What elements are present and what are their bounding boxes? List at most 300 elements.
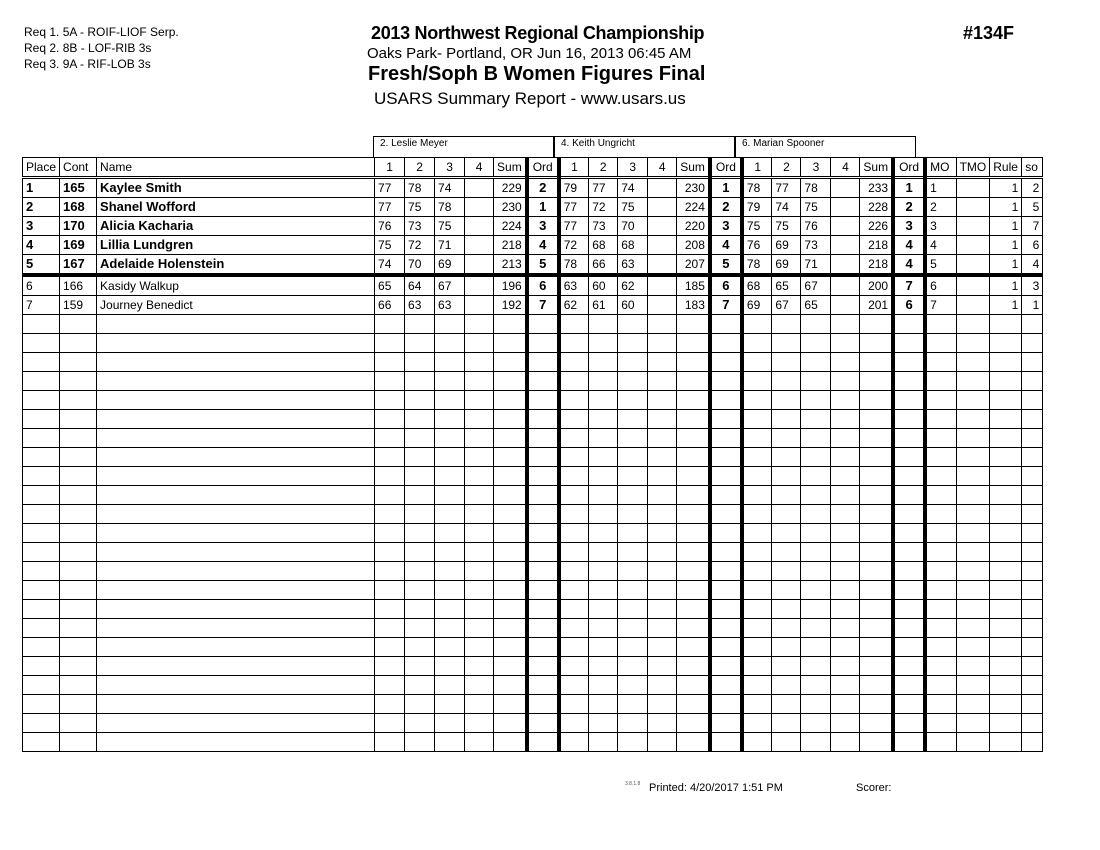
score-cell: 70 <box>618 217 648 236</box>
empty-cell <box>956 695 990 714</box>
empty-cell <box>405 733 435 752</box>
empty-cell <box>618 505 648 524</box>
empty-cell <box>589 562 618 581</box>
score-cell: 74 <box>435 178 465 198</box>
empty-cell <box>527 733 559 752</box>
ord-cell: 2 <box>893 198 925 217</box>
empty-cell <box>893 334 925 353</box>
col-j3-s3: 3 <box>801 158 831 178</box>
empty-cell <box>956 619 990 638</box>
score-cell: 71 <box>435 236 465 255</box>
empty-cell <box>494 676 527 695</box>
empty-cell <box>893 695 925 714</box>
score-cell: 73 <box>405 217 435 236</box>
ord-cell: 2 <box>527 178 559 198</box>
empty-cell <box>990 638 1022 657</box>
empty-cell <box>60 714 97 733</box>
score-cell: 60 <box>618 296 648 315</box>
empty-cell <box>956 524 990 543</box>
score-cell: 77 <box>559 217 589 236</box>
empty-cell <box>925 391 956 410</box>
score-cell <box>465 296 494 315</box>
empty-cell <box>677 657 710 676</box>
empty-cell <box>527 695 559 714</box>
empty-cell <box>648 486 677 505</box>
empty-row <box>23 505 1043 524</box>
empty-cell <box>893 619 925 638</box>
empty-cell <box>831 372 860 391</box>
empty-cell <box>465 581 494 600</box>
results-table <box>22 157 1043 752</box>
empty-cell <box>527 448 559 467</box>
empty-cell <box>589 372 618 391</box>
sum-cell: 220 <box>677 217 710 236</box>
empty-cell <box>589 657 618 676</box>
col-j2-ord: Ord <box>710 158 742 178</box>
empty-cell <box>956 372 990 391</box>
empty-cell <box>465 695 494 714</box>
empty-cell <box>990 334 1022 353</box>
empty-cell <box>375 448 405 467</box>
score-cell: 68 <box>589 236 618 255</box>
empty-cell <box>1022 410 1043 429</box>
sum-cell: 230 <box>494 198 527 217</box>
empty-cell <box>60 486 97 505</box>
empty-cell <box>375 315 405 334</box>
sum-cell: 228 <box>860 198 893 217</box>
empty-cell <box>677 714 710 733</box>
empty-cell <box>831 391 860 410</box>
empty-row <box>23 676 1043 695</box>
so-cell: 4 <box>1022 255 1043 276</box>
empty-cell <box>742 372 772 391</box>
empty-cell <box>772 410 801 429</box>
col-name: Name <box>97 158 375 178</box>
empty-cell <box>893 562 925 581</box>
ord-cell: 6 <box>527 275 559 296</box>
empty-cell <box>435 733 465 752</box>
score-cell: 78 <box>405 178 435 198</box>
empty-cell <box>23 486 60 505</box>
empty-cell <box>559 638 589 657</box>
empty-cell <box>405 372 435 391</box>
empty-cell <box>1022 695 1043 714</box>
empty-cell <box>677 619 710 638</box>
empty-cell <box>494 524 527 543</box>
empty-cell <box>375 410 405 429</box>
empty-cell <box>772 372 801 391</box>
empty-cell <box>772 619 801 638</box>
empty-cell <box>97 562 375 581</box>
cont-cell: 169 <box>60 236 97 255</box>
empty-cell <box>677 372 710 391</box>
place-cell: 5 <box>23 255 60 276</box>
empty-cell <box>589 467 618 486</box>
empty-cell <box>677 429 710 448</box>
empty-cell <box>405 562 435 581</box>
empty-cell <box>772 695 801 714</box>
empty-cell <box>618 714 648 733</box>
empty-cell <box>860 486 893 505</box>
empty-cell <box>618 467 648 486</box>
empty-cell <box>893 638 925 657</box>
empty-cell <box>860 391 893 410</box>
empty-cell <box>831 505 860 524</box>
empty-cell <box>893 505 925 524</box>
empty-cell <box>742 486 772 505</box>
score-cell <box>831 275 860 296</box>
sum-cell: 224 <box>677 198 710 217</box>
name-cell: Alicia Kacharia <box>97 217 375 236</box>
empty-cell <box>97 657 375 676</box>
empty-cell <box>405 334 435 353</box>
empty-cell <box>860 543 893 562</box>
score-cell: 62 <box>618 275 648 296</box>
empty-cell <box>559 733 589 752</box>
empty-row <box>23 372 1043 391</box>
sum-cell: 229 <box>494 178 527 198</box>
empty-cell <box>527 581 559 600</box>
empty-cell <box>860 581 893 600</box>
empty-cell <box>494 562 527 581</box>
empty-cell <box>589 448 618 467</box>
empty-cell <box>956 410 990 429</box>
empty-cell <box>648 657 677 676</box>
rule-cell: 1 <box>990 275 1022 296</box>
empty-cell <box>893 448 925 467</box>
empty-cell <box>956 334 990 353</box>
empty-cell <box>677 486 710 505</box>
name-cell: Kasidy Walkup <box>97 275 375 296</box>
cont-cell: 170 <box>60 217 97 236</box>
empty-cell <box>589 429 618 448</box>
empty-cell <box>677 524 710 543</box>
empty-cell <box>527 543 559 562</box>
empty-cell <box>589 486 618 505</box>
empty-row <box>23 581 1043 600</box>
empty-cell <box>589 638 618 657</box>
empty-cell <box>990 600 1022 619</box>
empty-cell <box>23 714 60 733</box>
empty-cell <box>860 676 893 695</box>
empty-cell <box>925 315 956 334</box>
empty-cell <box>772 486 801 505</box>
empty-cell <box>559 543 589 562</box>
empty-cell <box>618 372 648 391</box>
empty-cell <box>375 524 405 543</box>
empty-cell <box>375 467 405 486</box>
score-cell: 77 <box>589 178 618 198</box>
empty-cell <box>405 714 435 733</box>
score-cell: 77 <box>375 178 405 198</box>
empty-cell <box>60 733 97 752</box>
empty-cell <box>925 372 956 391</box>
empty-cell <box>860 467 893 486</box>
empty-cell <box>405 429 435 448</box>
empty-cell <box>559 486 589 505</box>
empty-cell <box>1022 429 1043 448</box>
empty-cell <box>801 524 831 543</box>
empty-cell <box>677 733 710 752</box>
event-number: #134F <box>963 23 1015 43</box>
score-cell: 62 <box>559 296 589 315</box>
empty-cell <box>559 315 589 334</box>
sum-cell: 201 <box>860 296 893 315</box>
printed-timestamp: Printed: 4/20/2017 1:51 PM <box>649 782 783 794</box>
col-j2-s1: 1 <box>559 158 589 178</box>
empty-cell <box>648 562 677 581</box>
empty-cell <box>801 315 831 334</box>
table-row <box>23 275 1043 296</box>
col-j1-s1: 1 <box>375 158 405 178</box>
empty-cell <box>435 600 465 619</box>
empty-cell <box>97 334 375 353</box>
empty-cell <box>465 600 494 619</box>
empty-cell <box>60 467 97 486</box>
empty-cell <box>990 733 1022 752</box>
empty-cell <box>677 581 710 600</box>
empty-cell <box>772 562 801 581</box>
empty-cell <box>710 505 742 524</box>
empty-cell <box>23 657 60 676</box>
empty-cell <box>375 733 405 752</box>
score-cell <box>648 217 677 236</box>
empty-cell <box>956 733 990 752</box>
empty-cell <box>710 657 742 676</box>
empty-cell <box>527 372 559 391</box>
empty-cell <box>742 315 772 334</box>
empty-cell <box>405 676 435 695</box>
empty-cell <box>589 353 618 372</box>
empty-cell <box>860 562 893 581</box>
empty-cell <box>860 714 893 733</box>
score-cell: 78 <box>742 178 772 198</box>
sum-cell: 224 <box>494 217 527 236</box>
empty-cell <box>956 467 990 486</box>
empty-cell <box>893 429 925 448</box>
empty-cell <box>801 410 831 429</box>
empty-row <box>23 524 1043 543</box>
empty-cell <box>618 619 648 638</box>
empty-cell <box>559 467 589 486</box>
place-cell: 6 <box>23 275 60 296</box>
empty-cell <box>710 695 742 714</box>
empty-cell <box>648 505 677 524</box>
score-cell: 78 <box>559 255 589 276</box>
empty-cell <box>465 676 494 695</box>
empty-cell <box>710 353 742 372</box>
empty-cell <box>925 505 956 524</box>
score-cell <box>648 275 677 296</box>
empty-cell <box>990 657 1022 676</box>
col-rule: Rule <box>990 158 1022 178</box>
empty-cell <box>925 467 956 486</box>
empty-cell <box>23 429 60 448</box>
col-j1-sum: Sum <box>494 158 527 178</box>
empty-cell <box>527 486 559 505</box>
score-cell: 76 <box>375 217 405 236</box>
empty-cell <box>990 315 1022 334</box>
empty-cell <box>772 505 801 524</box>
empty-cell <box>405 543 435 562</box>
mo-cell: 5 <box>925 255 956 276</box>
empty-cell <box>559 372 589 391</box>
empty-cell <box>494 714 527 733</box>
score-cell: 63 <box>405 296 435 315</box>
col-j3-ord: Ord <box>893 158 925 178</box>
empty-cell <box>772 657 801 676</box>
judge-header-3: 6. Marian Spooner <box>735 136 916 157</box>
empty-cell <box>435 391 465 410</box>
empty-cell <box>435 505 465 524</box>
place-cell: 1 <box>23 178 60 198</box>
requirement-2: Req 2. 8B - LOF-RIB 3s <box>24 41 152 55</box>
empty-cell <box>465 391 494 410</box>
empty-cell <box>97 391 375 410</box>
empty-cell <box>648 315 677 334</box>
empty-cell <box>893 733 925 752</box>
empty-cell <box>618 391 648 410</box>
score-cell: 68 <box>742 275 772 296</box>
tmo-cell <box>956 198 990 217</box>
ord-cell: 4 <box>893 255 925 276</box>
empty-cell <box>956 543 990 562</box>
empty-cell <box>465 448 494 467</box>
empty-cell <box>801 372 831 391</box>
tmo-cell <box>956 178 990 198</box>
empty-cell <box>648 429 677 448</box>
score-cell: 63 <box>559 275 589 296</box>
score-cell: 79 <box>559 178 589 198</box>
score-cell: 63 <box>435 296 465 315</box>
empty-cell <box>23 467 60 486</box>
col-mo: MO <box>925 158 956 178</box>
empty-cell <box>97 638 375 657</box>
empty-cell <box>677 448 710 467</box>
empty-cell <box>60 315 97 334</box>
empty-cell <box>559 562 589 581</box>
empty-cell <box>831 657 860 676</box>
empty-cell <box>435 581 465 600</box>
empty-cell <box>465 486 494 505</box>
score-cell <box>465 255 494 276</box>
empty-cell <box>860 619 893 638</box>
empty-cell <box>860 524 893 543</box>
col-j2-s4: 4 <box>648 158 677 178</box>
empty-cell <box>97 619 375 638</box>
empty-cell <box>23 448 60 467</box>
score-cell: 72 <box>589 198 618 217</box>
cont-cell: 159 <box>60 296 97 315</box>
empty-cell <box>494 657 527 676</box>
empty-cell <box>1022 657 1043 676</box>
score-cell: 70 <box>405 255 435 276</box>
score-cell <box>465 217 494 236</box>
empty-cell <box>60 505 97 524</box>
empty-cell <box>648 695 677 714</box>
so-cell: 3 <box>1022 275 1043 296</box>
rule-cell: 1 <box>990 198 1022 217</box>
empty-row <box>23 486 1043 505</box>
empty-cell <box>618 600 648 619</box>
empty-cell <box>893 486 925 505</box>
empty-cell <box>990 391 1022 410</box>
table-row <box>23 255 1043 276</box>
empty-cell <box>494 543 527 562</box>
col-j2-s3: 3 <box>618 158 648 178</box>
empty-cell <box>618 676 648 695</box>
empty-cell <box>23 505 60 524</box>
empty-cell <box>893 467 925 486</box>
empty-cell <box>893 657 925 676</box>
empty-cell <box>465 562 494 581</box>
empty-cell <box>465 372 494 391</box>
empty-cell <box>801 467 831 486</box>
judge-header-2: 4. Keith Ungricht <box>554 136 735 157</box>
sum-cell: 230 <box>677 178 710 198</box>
empty-cell <box>990 619 1022 638</box>
empty-cell <box>375 657 405 676</box>
empty-row <box>23 353 1043 372</box>
empty-cell <box>435 619 465 638</box>
score-cell: 65 <box>375 275 405 296</box>
empty-cell <box>710 429 742 448</box>
empty-cell <box>60 410 97 429</box>
cont-cell: 166 <box>60 275 97 296</box>
score-cell: 73 <box>801 236 831 255</box>
empty-cell <box>956 448 990 467</box>
empty-cell <box>465 543 494 562</box>
empty-cell <box>23 353 60 372</box>
empty-cell <box>648 410 677 429</box>
empty-cell <box>1022 334 1043 353</box>
col-j1-s2: 2 <box>405 158 435 178</box>
empty-cell <box>772 315 801 334</box>
tmo-cell <box>956 275 990 296</box>
empty-cell <box>435 448 465 467</box>
empty-cell <box>375 676 405 695</box>
empty-cell <box>956 505 990 524</box>
empty-cell <box>648 391 677 410</box>
score-cell <box>465 178 494 198</box>
empty-cell <box>1022 581 1043 600</box>
empty-cell <box>801 695 831 714</box>
empty-cell <box>742 562 772 581</box>
sum-cell: 208 <box>677 236 710 255</box>
empty-cell <box>589 676 618 695</box>
empty-cell <box>772 467 801 486</box>
so-cell: 2 <box>1022 178 1043 198</box>
empty-cell <box>435 429 465 448</box>
empty-cell <box>860 695 893 714</box>
score-cell: 75 <box>618 198 648 217</box>
empty-cell <box>618 353 648 372</box>
empty-cell <box>772 334 801 353</box>
empty-cell <box>990 429 1022 448</box>
empty-cell <box>1022 486 1043 505</box>
empty-cell <box>648 448 677 467</box>
empty-cell <box>893 315 925 334</box>
empty-cell <box>831 676 860 695</box>
empty-cell <box>893 524 925 543</box>
col-j2-s2: 2 <box>589 158 618 178</box>
col-j3-s2: 2 <box>772 158 801 178</box>
mo-cell: 6 <box>925 275 956 296</box>
ord-cell: 4 <box>893 236 925 255</box>
empty-cell <box>618 410 648 429</box>
empty-cell <box>677 315 710 334</box>
empty-cell <box>772 524 801 543</box>
